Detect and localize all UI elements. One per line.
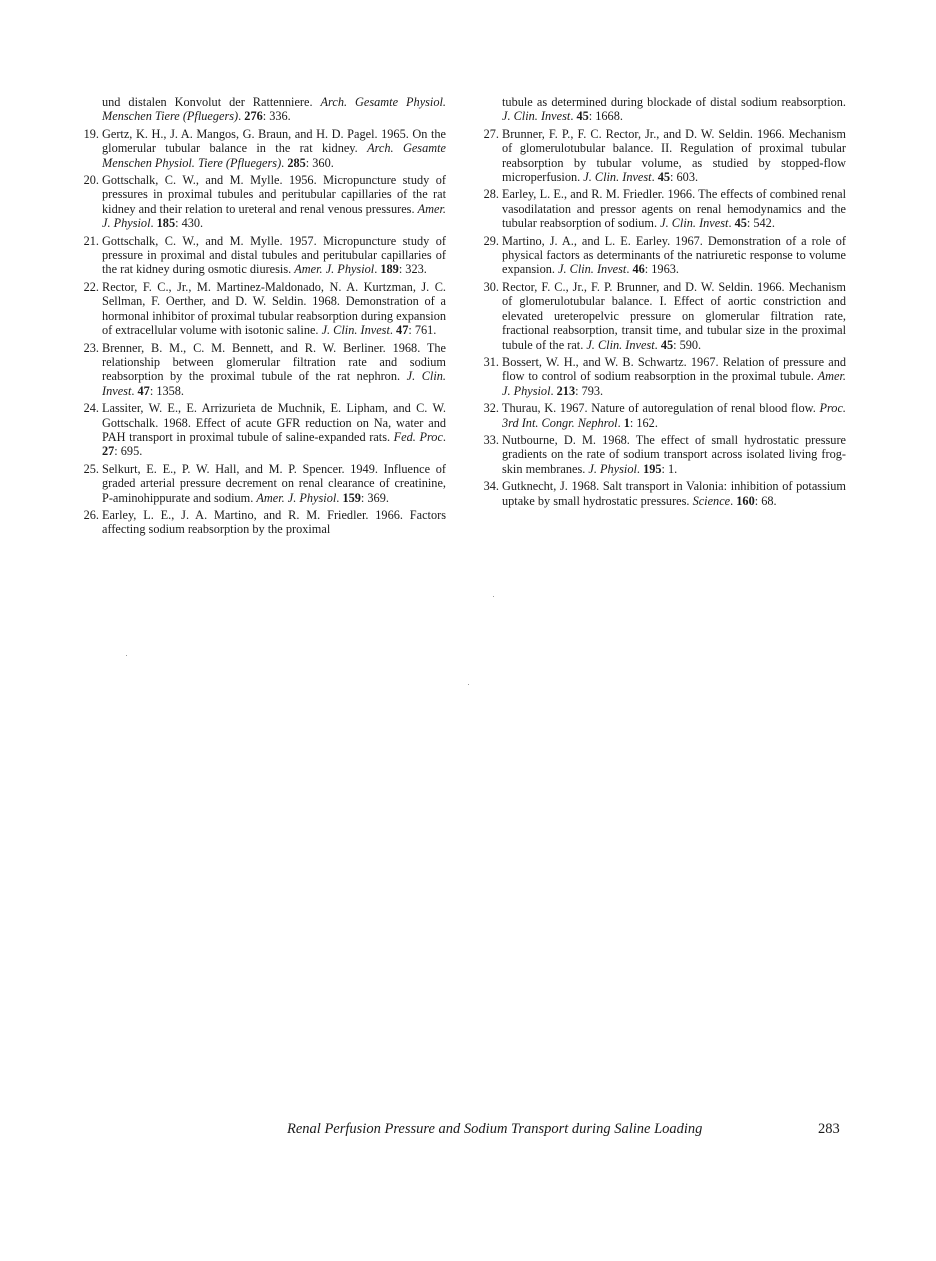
reference-fragment: : 360.	[305, 155, 334, 170]
reference-number: 32.	[483, 401, 499, 416]
reference-text	[502, 355, 846, 398]
volume-number: 46	[632, 262, 645, 277]
reference-fragment: : 162.	[629, 415, 658, 430]
volume-number: 45	[576, 109, 589, 124]
journal-name: J. Clin. Invest	[660, 216, 729, 231]
reference-fragment: : 761.	[408, 323, 437, 338]
journal-name: Amer. J. Physiol	[502, 369, 846, 398]
reference-fragment: .	[636, 461, 644, 476]
reference-fragment: Brunner, F. P., F. C. Rector, Jr., and D. W. Seldin. 1966. Mechanism of glomerulotubular balance. II. Regulation of proximal tubular reabsorption by tubular volume, as studied by stopped-flow microperfusion.	[502, 126, 846, 185]
reference-fragment: Rector, F. C., Jr., F. P. Brunner, and D. W. Seldin. 1966. Mechanism of glomerulotubular balance. I. Effect of aortic constriction and elevated ureteropelvic pressure on glomerular filtration rate, fractional reabsorption, transit time, and tubular size in the proximal tubule of the rat.	[502, 279, 846, 352]
reference-number: 25.	[83, 461, 99, 476]
reference-continuation	[88, 95, 446, 124]
reference-number: 19.	[83, 126, 99, 141]
reference-entry	[483, 354, 846, 398]
volume-number: 47	[396, 323, 409, 338]
reference-text	[502, 479, 846, 507]
reference-text	[102, 95, 446, 123]
volume-number: 45	[734, 216, 747, 231]
reference-fragment: : 542.	[746, 216, 775, 231]
reference-fragment: .	[617, 415, 624, 430]
reference-fragment: .	[389, 323, 397, 338]
scan-speck	[493, 596, 494, 597]
reference-fragment: : 323.	[398, 262, 427, 277]
reference-fragment: .	[442, 429, 446, 444]
journal-name: Amer. J. Physiol	[256, 490, 337, 505]
reference-fragment: : 336.	[262, 109, 291, 124]
reference-fragment: .	[730, 493, 737, 508]
reference-fragment: : 590.	[673, 337, 702, 352]
reference-fragment: .	[238, 109, 245, 124]
reference-text	[102, 173, 446, 230]
journal-name: J. Clin. Invest	[583, 170, 652, 185]
reference-entry	[483, 126, 846, 185]
reference-fragment: Gutknecht, J. 1968. Salt transport in Valonia: inhibition of potassium uptake by small hydrostatic pressures.	[502, 479, 846, 508]
volume-number: 1	[623, 415, 630, 430]
reference-fragment: Thurau, K. 1967. Nature of autoregulation of renal blood flow.	[502, 401, 820, 416]
reference-entry	[83, 126, 446, 170]
reference-fragment: Gertz, K. H., J. A. Mangos, G. Braun, and H. D. Pagel. 1965. On the glomerular tubular balance in the rat kidney.	[102, 126, 446, 156]
reference-fragment: : 603.	[670, 170, 699, 185]
page-number: 283	[818, 1121, 840, 1137]
reference-fragment: Gottschalk, C. W., and M. Mylle. 1956. Micropuncture study of pressures in proximal tubules and peritubular capillaries of the rat kidney and their relation to ureteral and renal venous pressures.	[102, 173, 446, 216]
journal-name: J. Clin. Invest	[102, 369, 446, 398]
reference-text	[502, 127, 846, 184]
reference-number: 27.	[483, 126, 499, 141]
reference-entry	[483, 279, 846, 352]
reference-entry	[83, 233, 446, 277]
reference-fragment: Lassiter, W. E., E. Arrizurieta de Muchnik, E. Lipham, and C. W. Gottschalk. 1968. Effect of acute GFR reduction on Na, water and PAH transport in proximal tubule of saline-expanded rats.	[102, 401, 446, 444]
reference-fragment: : 68.	[754, 493, 777, 508]
reference-fragment: .	[570, 109, 577, 124]
reference-entry	[83, 340, 446, 399]
journal-name: Fed. Proc	[393, 429, 443, 444]
reference-fragment: Gottschalk, C. W., and M. Mylle. 1957. Micropuncture study of pressure in proximal and distal tubules and peritubular capillaries of the rat kidney during osmotic diuresis.	[102, 233, 446, 277]
journal-name: J. Clin. Invest	[558, 262, 627, 277]
volume-number: 276	[244, 109, 263, 124]
reference-number: 29.	[483, 233, 499, 248]
journal-name: J. Clin. Invest	[586, 337, 655, 352]
volume-number: 285	[287, 155, 306, 170]
reference-text	[102, 280, 446, 337]
reference-fragment: .	[550, 383, 557, 398]
reference-entry	[83, 279, 446, 338]
reference-fragment: tubule as determined during blockade of distal sodium reabsorption.	[502, 95, 846, 109]
journal-name: J. Clin. Invest	[502, 109, 571, 124]
reference-entry	[483, 187, 846, 231]
reference-column-left	[83, 95, 446, 540]
reference-number: 31.	[483, 354, 499, 369]
volume-number: 27	[102, 444, 115, 459]
reference-text	[102, 401, 446, 458]
reference-text	[102, 508, 446, 536]
reference-fragment: und distalen Konvolut der Rattenniere.	[102, 95, 321, 109]
journal-name: Amer. J. Physiol	[102, 201, 446, 231]
journal-name: J. Clin. Invest	[321, 323, 390, 338]
reference-fragment: .	[131, 383, 138, 398]
reference-number: 24.	[83, 401, 99, 416]
journal-name: Proc. 3rd Int. Congr. Nephrol	[502, 401, 846, 430]
reference-fragment: .	[654, 337, 661, 352]
reference-fragment: .	[336, 490, 343, 505]
reference-continuation	[488, 95, 846, 124]
reference-number: 33.	[483, 432, 499, 447]
reference-fragment: : 793.	[575, 383, 604, 398]
reference-fragment: .	[150, 216, 157, 231]
reference-fragment: .	[281, 155, 288, 170]
volume-number: 47	[137, 383, 150, 398]
reference-entry	[83, 461, 446, 505]
reference-column-right	[483, 95, 846, 511]
journal-name: Science	[692, 493, 731, 508]
journal-name: J. Physiol	[588, 461, 637, 476]
reference-fragment: : 369.	[360, 490, 389, 505]
reference-text	[502, 234, 846, 277]
reference-entry	[83, 507, 446, 537]
reference-number: 20.	[83, 173, 99, 188]
volume-number: 159	[342, 490, 361, 505]
reference-fragment: Nutbourne, D. M. 1968. The effect of small hydrostatic pressure gradients on the rate of sodium transport across isolated living frog-skin membranes.	[502, 432, 846, 476]
scan-speck	[126, 655, 127, 656]
reference-fragment: .	[374, 262, 381, 277]
scan-speck	[468, 684, 469, 685]
reference-fragment: Bossert, W. H., and W. B. Schwartz. 1967. Relation of pressure and flow to control of sodium reabsorption in the proximal tubule.	[502, 354, 846, 384]
journal-name: Arch. Gesamte Menschen Physiol. Tiere (Pfluegers)	[102, 141, 446, 170]
volume-number: 189	[380, 262, 399, 277]
reference-text	[102, 234, 446, 277]
reference-fragment: Earley, L. E., J. A. Martino, and R. M. Friedler. 1966. Factors affecting sodium reabsorption by the proximal	[102, 507, 446, 537]
volume-number: 45	[660, 337, 674, 352]
reference-number: 28.	[483, 187, 499, 202]
reference-fragment: : 1.	[661, 461, 678, 476]
reference-fragment: : 1358.	[149, 383, 184, 398]
reference-fragment: : 1963.	[644, 262, 679, 277]
reference-text	[102, 341, 446, 398]
reference-number: 21.	[83, 233, 99, 248]
reference-text	[502, 401, 846, 429]
reference-fragment: Martino, J. A., and L. E. Earley. 1967. Demonstration of a role of physical factors as determinants of the natriuretic response to volume expansion.	[502, 233, 846, 277]
reference-entry	[483, 401, 846, 430]
volume-number: 185	[156, 216, 176, 231]
reference-number: 34.	[483, 479, 499, 494]
reference-fragment: : 1668.	[588, 109, 623, 124]
reference-number: 30.	[483, 279, 499, 294]
reference-fragment: : 430.	[175, 216, 204, 231]
reference-fragment: Selkurt, E. E., P. W. Hall, and M. P. Spencer. 1949. Influence of graded arterial pressure decrement on renal clearance of creatinine, P-aminohippurate and sodium.	[102, 461, 446, 505]
reference-number: 22.	[83, 279, 99, 294]
reference-fragment: Brenner, B. M., C. M. Bennett, and R. W. Berliner. 1968. The relationship between glomerular filtration rate and sodium reabsorption by the proximal tubule of the rat nephron.	[102, 340, 446, 384]
reference-text	[502, 187, 846, 230]
reference-entry	[83, 401, 446, 459]
journal-name: Arch. Gesamte Physiol. Menschen Tiere (Pfluegers)	[102, 95, 446, 124]
reference-number: 26.	[83, 507, 99, 522]
reference-text	[102, 127, 446, 170]
reference-text	[102, 462, 446, 505]
reference-text	[502, 280, 846, 352]
volume-number: 195	[643, 461, 662, 476]
reference-entry	[483, 233, 846, 277]
reference-fragment: : 695.	[114, 444, 143, 459]
running-title: Renal Perfusion Pressure and Sodium Transport during Saline Loading	[287, 1121, 703, 1137]
reference-entry	[483, 432, 846, 476]
reference-fragment: Rector, F. C., Jr., M. Martinez-Maldonado, N. A. Kurtzman, J. C. Sellman, F. Oerther, and D. W. Seldin. 1968. Demonstration of a hormonal inhibitor of proximal tubular reabsorption during expansion of extracellular volume with isotonic saline.	[102, 279, 446, 338]
reference-text	[502, 95, 846, 123]
reference-entry	[83, 173, 446, 231]
reference-fragment: .	[626, 262, 633, 277]
volume-number: 213	[556, 383, 576, 398]
reference-fragment: .	[728, 216, 735, 231]
journal-name: Amer. J. Physiol	[294, 262, 375, 277]
reference-fragment: Earley, L. E., and R. M. Friedler. 1966. The effects of combined renal vasodilatation and pressor agents on renal hemodynamics and the tubular reabsorption of sodium.	[502, 187, 846, 231]
reference-text	[502, 433, 846, 476]
reference-number: 23.	[83, 340, 99, 355]
reference-entry	[483, 479, 846, 508]
volume-number: 45	[657, 170, 671, 185]
reference-fragment: .	[651, 170, 658, 185]
volume-number: 160	[736, 493, 755, 508]
